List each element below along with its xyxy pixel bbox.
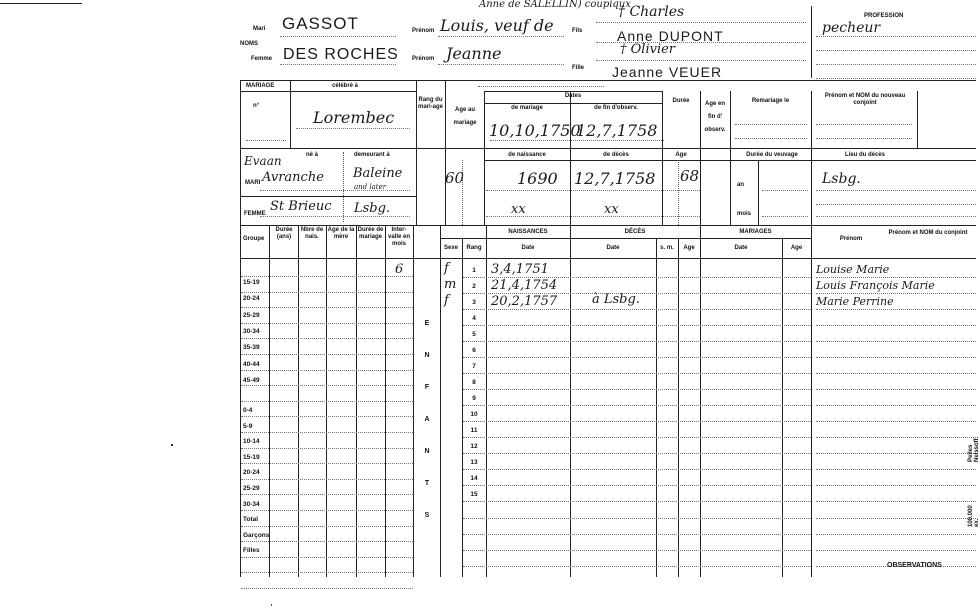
age-mariage-label: Age au mariage [453, 107, 477, 126]
child-birth-date: 3,4,1751 [491, 262, 549, 277]
child-rang: 9 [472, 395, 476, 402]
mari-row-label: MARI [245, 180, 261, 186]
child-prenom: Louis François Marie [816, 279, 935, 292]
femme-surname: DES ROCHES [283, 46, 399, 63]
mari-label: Mari [253, 26, 266, 32]
row-line [241, 572, 413, 573]
row-line [241, 338, 413, 339]
row-line [463, 550, 811, 551]
mariage-place: Lorembec [313, 108, 395, 127]
row-line [816, 277, 976, 278]
mari-birthplace-1: Evaan [244, 154, 282, 168]
enfants-letter: E [424, 320, 430, 327]
child-rang: 14 [470, 475, 478, 482]
row-line [241, 276, 413, 277]
groupe-label: Groupe [243, 236, 265, 242]
femme-birth: xx [511, 202, 526, 217]
de-mariage-label: de mariage [511, 105, 543, 111]
row-line [241, 526, 413, 527]
deces-age-label: Age [683, 245, 695, 251]
row-line [463, 389, 811, 390]
profession-label: PROFESSION [864, 13, 904, 19]
group-label: 40-44 [243, 360, 260, 368]
observations-label: OBSERVATIONS [887, 562, 942, 569]
an-label: an [737, 182, 745, 188]
age-col-label: Age [675, 152, 687, 158]
duree-mariage-label: Durée de mariage [357, 227, 384, 240]
naissances-label: NAISSANCES [508, 229, 548, 235]
row-line [463, 534, 811, 535]
row-line [816, 357, 976, 358]
row-line [241, 494, 413, 495]
child-rang: 6 [472, 347, 476, 354]
child-prenom: Louise Marie [816, 263, 890, 276]
group-label: Garçons [243, 531, 270, 539]
child-rang: 3 [472, 299, 476, 306]
mois-label: mois [737, 211, 752, 217]
group-label: 20-24 [243, 469, 260, 477]
mother-mari: Anne DUPONT [617, 28, 724, 44]
row-line [816, 293, 976, 294]
demeurant-label: demeurant à [354, 152, 390, 158]
child-death-place: à Lsbg. [592, 292, 640, 307]
row-line [463, 437, 811, 438]
row-line [816, 534, 976, 535]
top-annotation: Anne de SALELLIN) coupiqux [479, 0, 631, 10]
side-text-count: 100.000 ex. [968, 505, 980, 527]
child-sexe: m [444, 277, 457, 292]
row-line [463, 469, 811, 470]
row-line [463, 357, 811, 358]
row-line [241, 432, 413, 433]
row-line [241, 448, 413, 449]
fils-label: Fils [572, 28, 583, 34]
row-line [241, 323, 413, 324]
age-mere-label: Age de la mère [327, 227, 355, 240]
group-label: 0-4 [243, 407, 253, 414]
enfants-letter: F [424, 384, 430, 391]
row-line [816, 405, 976, 406]
row-line [816, 389, 976, 390]
row-line [241, 416, 413, 417]
row-line [241, 354, 413, 355]
deces-label: de décès [603, 152, 629, 158]
child-rang: 15 [470, 491, 478, 498]
femme-row-label: FEMME [244, 211, 266, 217]
row-line [816, 421, 976, 422]
group-label: Filles [243, 547, 260, 555]
row-line [463, 518, 811, 519]
row-line [241, 588, 413, 589]
nbre-nais-label: Nbre de nais. [300, 227, 324, 240]
group-label: 45-49 [243, 376, 260, 384]
mari-prenom: Louis, veuf de [440, 16, 554, 35]
date-mariage-value: 10,10,1750 [489, 121, 581, 140]
row-line [241, 292, 413, 293]
femme-residence: Lsbg. [354, 201, 391, 216]
row-line [463, 325, 811, 326]
child-rang: 5 [472, 331, 476, 338]
intervalle-value: 6 [395, 262, 404, 277]
row-line [463, 485, 811, 486]
mari-surname: GASSOT [282, 14, 359, 33]
row-line [241, 510, 413, 511]
row-line [816, 437, 976, 438]
mari-death: 12,7,1758 [574, 169, 656, 188]
no-label: n° [253, 103, 260, 109]
child-rang: 13 [470, 459, 478, 466]
enfants-letter: N [424, 448, 430, 455]
mari-residence: Baleine [353, 166, 403, 181]
mother-femme: Jeanne VEUER [612, 64, 723, 80]
prenom-femme-label: Prénom [412, 56, 435, 62]
rang-col-label: Rang [466, 245, 482, 251]
row-line [816, 469, 976, 470]
naissance-label: de naissance [508, 152, 546, 158]
row-line [463, 341, 811, 342]
row-line [816, 325, 976, 326]
deces-date-label: Date [606, 245, 620, 251]
row-line [816, 341, 976, 342]
mariages-section-label: MARIAGES [739, 229, 772, 235]
enfants-letter: A [424, 416, 430, 423]
group-label: 20-24 [243, 295, 260, 303]
group-label: 5-9 [243, 422, 253, 430]
child-rang: 4 [472, 315, 476, 322]
prenom-label: Prénom [839, 236, 863, 242]
sexe-label: Sexe [443, 245, 458, 251]
rang-label: Rang du mari-age [417, 97, 443, 110]
duree-ans-label: Durée (ans) [275, 227, 293, 240]
profession-value: pecheur [822, 20, 881, 36]
father-mari: † Charles [618, 4, 685, 20]
row-line [463, 501, 811, 502]
group-label: 30-34 [243, 327, 260, 335]
child-rang: 12 [470, 443, 478, 450]
group-label: 10-14 [243, 438, 260, 446]
row-line [241, 370, 413, 371]
row-line [241, 401, 413, 402]
mari-residence-note: and later [354, 183, 387, 191]
row-line [241, 557, 413, 558]
prenom-mari-label: Prénom [412, 28, 435, 34]
row-line [463, 373, 811, 374]
row-line [241, 385, 413, 386]
enfants-letter: S [424, 512, 430, 519]
dates-label: Dates [564, 93, 582, 99]
group-label: 35-39 [243, 344, 260, 352]
child-rang: 1 [472, 267, 476, 274]
mari-birthplace-2: Avranche [262, 170, 324, 185]
enfants-letter: T [424, 480, 430, 487]
mari-age: 68 [680, 167, 700, 185]
row-line [241, 479, 413, 480]
group-label: 15-19 [243, 279, 260, 286]
child-birth-date: 21,4,1754 [491, 278, 558, 293]
row-line [816, 453, 976, 454]
child-birth-date: 20,2,1757 [491, 294, 558, 309]
row-line [463, 309, 811, 310]
prenom-nom-conjoint-label: Prénom et NOM du conjoint [888, 230, 968, 236]
femme-death: xx [604, 202, 619, 217]
femme-prenom: Jeanne [446, 44, 502, 63]
ne-a-label: né à [306, 152, 319, 158]
margin-line [0, 3, 82, 4]
row-line [816, 518, 976, 519]
noms-label: NOMS [240, 41, 258, 47]
row-line [816, 501, 976, 502]
deces-section-label: DÉCÈS [624, 229, 646, 235]
group-label: 15-19 [243, 453, 260, 461]
side-text-printer: Pelles Nelssoff. [968, 436, 980, 462]
celebre-label: célébré à [332, 83, 359, 89]
stray-dot [271, 604, 272, 606]
mari-birth: 1690 [517, 169, 558, 188]
stray-dot [171, 444, 173, 446]
femme-label: Femme [251, 56, 273, 62]
row-line [241, 541, 413, 542]
mari-lieu-deces: Lsbg. [822, 171, 861, 187]
group-label: 25-29 [243, 311, 260, 319]
mariage-title: MARIAGE [246, 83, 275, 89]
row-line [463, 405, 811, 406]
child-rang: 8 [472, 379, 476, 386]
child-rang: 2 [472, 283, 476, 290]
child-rang: 7 [472, 363, 476, 370]
child-sexe: f [444, 293, 449, 308]
nouveau-conjoint-label: Prénom et NOM du nouveau conjoint [824, 93, 906, 106]
lieu-deces-label: Lieu du décès [844, 152, 885, 158]
row-line [241, 307, 413, 308]
group-label: Total [243, 516, 259, 524]
row-line [816, 309, 976, 310]
femme-birthplace: St Brieuc [270, 199, 332, 214]
child-prenom: Marie Perrine [816, 295, 894, 308]
child-rang: 11 [470, 427, 478, 434]
row-line [241, 463, 413, 464]
row-line [816, 485, 976, 486]
child-sexe: f [444, 261, 449, 276]
fin-obs-label: de fin d'observ. [594, 105, 638, 111]
mariage-age-label: Age [790, 245, 803, 251]
naissance-date-label: Date [521, 245, 535, 251]
duree-label: Durée [672, 98, 690, 104]
veuvage-label: Durée du veuvage [746, 152, 798, 158]
father-femme: † Olivier [620, 42, 676, 57]
mari-age-mariage: 60 [445, 169, 465, 187]
intervalle-label: Inter-valle en mois [387, 227, 410, 247]
group-label: 30-34 [243, 500, 260, 508]
mariage-date-label: Date [734, 245, 748, 251]
child-rang: 10 [470, 411, 478, 418]
row-line [463, 566, 811, 567]
row-line [816, 550, 976, 551]
row-line [463, 421, 811, 422]
remariage-label: Remariage le [751, 98, 790, 104]
age-fin-label: Age en fin d' observ. [704, 101, 726, 133]
sm-label: s. m. [660, 245, 674, 251]
group-label: 25-29 [243, 485, 260, 492]
row-line [463, 453, 811, 454]
row-line [816, 373, 976, 374]
fille-label: Fille [572, 65, 585, 71]
date-fin-value: 12,7,1758 [576, 121, 658, 140]
enfants-letter: N [424, 352, 430, 359]
